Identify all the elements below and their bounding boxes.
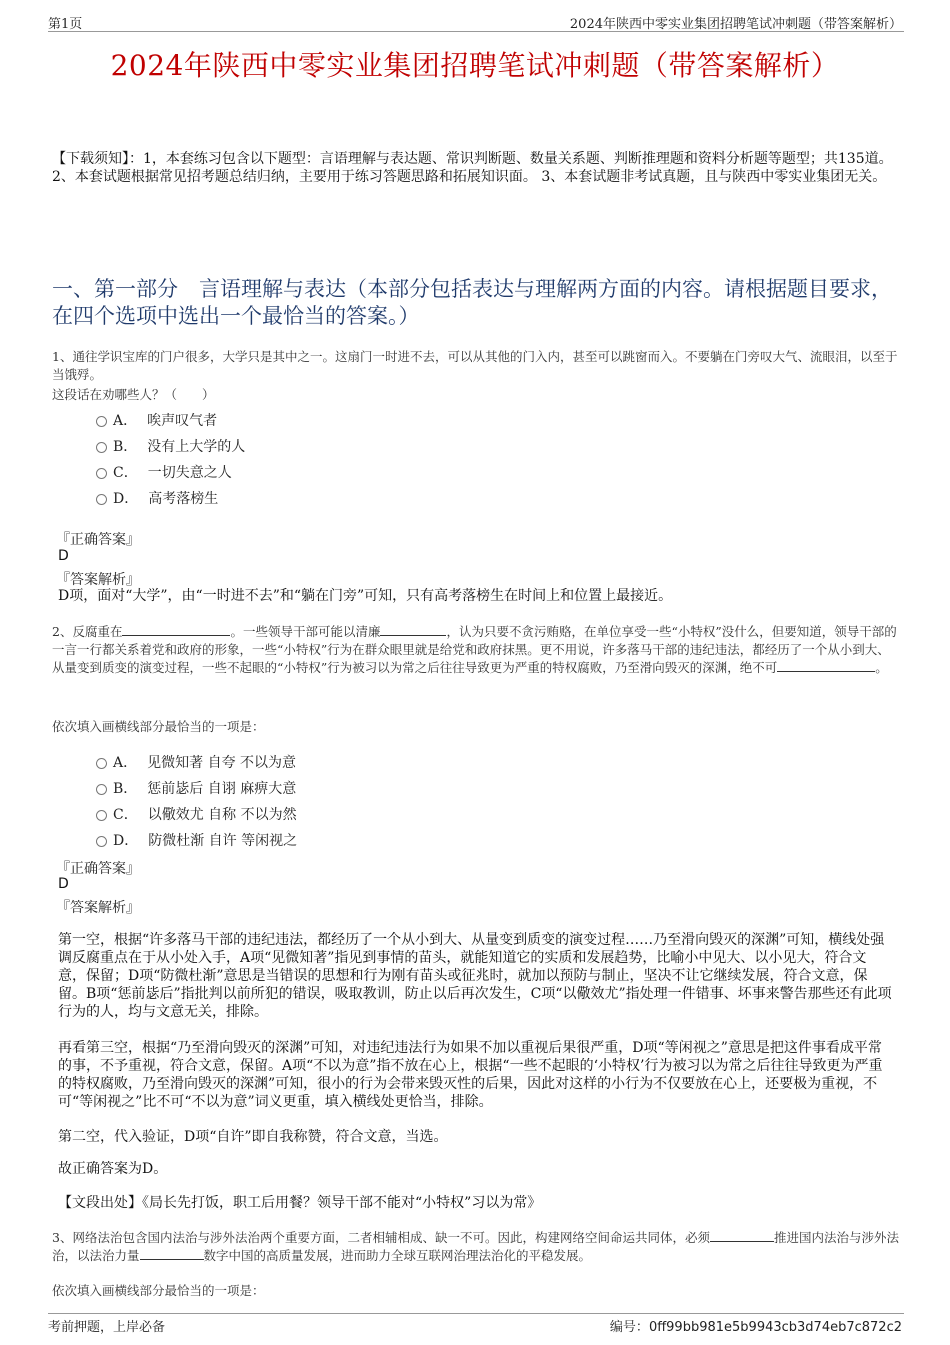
question-1-prompt: 这段话在劝哪些人？（ ） <box>52 387 215 402</box>
radio-icon[interactable] <box>96 810 107 821</box>
radio-icon[interactable] <box>96 442 107 453</box>
q2-analysis-para-2: 再看第三空，根据“乃至滑向毁灭的深渊”可知，对违纪违法行为如果不加以重视后果很严重，D项“等闲视之”意思是把这件事看成平常的事，不予重视，符合文意，保留。A项“不以为意”指不放在心上，根据“一些不起眼的‘小特权’行为被习以为常之后往往导致更为严重的特权腐败，乃至滑向毁灭的深渊”可知，很小的行为会带来毁灭性的后果，因此对这样的小行为不仅要放在心上，还要极为重视，不可“等闲视之”比不可“不以为意”词义更重，填入横线处更恰当，排除。 <box>58 1040 883 1110</box>
blank-1 <box>710 1241 774 1242</box>
blank-2 <box>140 1259 204 1260</box>
q1-analysis-label: 『答案解析』 <box>56 572 140 588</box>
q2-option-a[interactable]: A． 见微知著 自夸 不以为意 <box>96 752 296 772</box>
q2-option-d[interactable]: D． 防微杜渐 自许 等闲视之 <box>96 830 297 850</box>
radio-icon[interactable] <box>96 468 107 479</box>
q2-analysis-para-3: 第二空，代入验证，D项“自许”即自我称赞，符合文意，当选。 <box>58 1129 448 1145</box>
radio-icon[interactable] <box>96 758 107 769</box>
blank-2 <box>380 635 446 636</box>
question-1-stem: 1、通往学识宝库的门户很多，大学只是其中之一。这扇门一时进不去，可以从其他的门入内，甚至可以跳窗而入。不要躺在门旁叹大气、流眼泪，以至于当饿殍。 <box>52 349 898 382</box>
page-number: 第1页 <box>48 17 83 32</box>
header-divider <box>48 31 904 32</box>
q1-answer-label: 『正确答案』 <box>56 532 140 548</box>
q1-option-d[interactable]: D． 高考落榜生 <box>96 488 218 508</box>
question-2-prompt: 依次填入画横线部分最恰当的一项是： <box>52 719 265 734</box>
footer-divider <box>48 1313 904 1314</box>
question-3-prompt: 依次填入画横线部分最恰当的一项是： <box>52 1283 265 1298</box>
radio-icon[interactable] <box>96 494 107 505</box>
q2-analysis-label: 『答案解析』 <box>56 900 140 916</box>
radio-icon[interactable] <box>96 784 107 795</box>
blank-1 <box>122 635 230 636</box>
q1-answer: D <box>58 548 69 564</box>
blank-3 <box>777 671 875 672</box>
q2-analysis-para-4: 故正确答案为D。 <box>58 1161 168 1177</box>
footer-doc-id: 编号：0ff99bb981e5b9943cb3d74eb7c872c2 <box>609 1320 902 1335</box>
footer-slogan: 考前押题，上岸必备 <box>48 1320 166 1335</box>
running-header-title: 2024年陕西中零实业集团招聘笔试冲刺题（带答案解析） <box>569 17 902 32</box>
radio-icon[interactable] <box>96 416 107 427</box>
q1-option-c[interactable]: C． 一切失意之人 <box>96 462 232 482</box>
q2-answer-label: 『正确答案』 <box>56 861 140 877</box>
radio-icon[interactable] <box>96 836 107 847</box>
question-3-stem: 3、网络法治包含国内法治与涉外法治两个重要方面，二者相辅相成、缺一不可。因此，构建网络空间命运共同体，必须 推进国内法治与涉外法治，以法治力量 数字中国的高质量发展，进而助力全球互联网治理法治化的平稳发展。 <box>52 1230 899 1263</box>
q2-option-b[interactable]: B． 惩前毖后 自诩 麻痹大意 <box>96 778 296 798</box>
document-title: 2024年陕西中零实业集团招聘笔试冲刺题（带答案解析） <box>110 49 840 82</box>
q1-option-a[interactable]: A． 唉声叹气者 <box>96 410 217 430</box>
q2-source: 【文段出处】《局长先打饭，职工后用餐？领导干部不能对“小特权”习以为常》 <box>58 1195 542 1211</box>
q1-option-b[interactable]: B． 没有上大学的人 <box>96 436 245 456</box>
q2-option-c[interactable]: C． 以儆效尤 自称 不以为然 <box>96 804 297 824</box>
q2-answer: D <box>58 876 69 892</box>
q2-analysis-para-1: 第一空，根据“许多落马干部的违纪违法，都经历了一个从小到大、从量变到质变的演变过程……乃至滑向毁灭的深渊”可知，横线处强调反腐重点在于从小处入手，A项“见微知著”指见到事情的苗头，就能知道它的实质和发展趋势，比喻小中见大、以小见大，符合文意，保留；D项“防微杜渐”意思是当错误的思想和行为刚有苗头或征兆时，就加以预防与制止，坚决不让它继续发展，符合文意，保留。B项“惩前毖后”指批判以前所犯的错误，吸取教训，防止以后再次发生，C项“以儆效尤”指处理一件错事、坏事来警告那些还有此项行为的人，均与文意无关，排除。 <box>58 932 892 1020</box>
q1-analysis: D项，面对“大学”，由“一时进不去”和“躺在门旁”可知，只有高考落榜生在时间上和位置上最接近。 <box>58 588 673 604</box>
section-heading: 一、第一部分 言语理解与表达（本部分包括表达与理解两方面的内容。请根据题目要求，在四个选项中选出一个最恰当的答案。） <box>52 277 892 328</box>
question-2-stem: 2、反腐重在 。一些领导干部可能以清廉 ，认为只要不贪污贿赂，在单位享受一些“小特权”没什么，但要知道，领导干部的一言一行都关系着党和政府的形象，一些“小特权”行为在群众眼里就是给党和政府抹黑。更不用说，许多落马干部的违纪违法，都经历了一个从小到大、从量变到质变的演变过程，一些不起眼的“小特权”行为被习以为常之后往往导致更为严重的特权腐败，乃至滑向毁灭的深渊，绝不可 。 <box>52 624 897 675</box>
download-notice: 【下载须知】：1，本套练习包含以下题型：言语理解与表达题、常识判断题、数量关系题、判断推理题和资料分析题等题型；共135道。 2、本套试题根据常见招考题总结归纳，主要用于练习答题思路和拓展知识面。 3、本套试题非考试真题，且与陕西中零实业集团无关。 <box>52 151 893 185</box>
